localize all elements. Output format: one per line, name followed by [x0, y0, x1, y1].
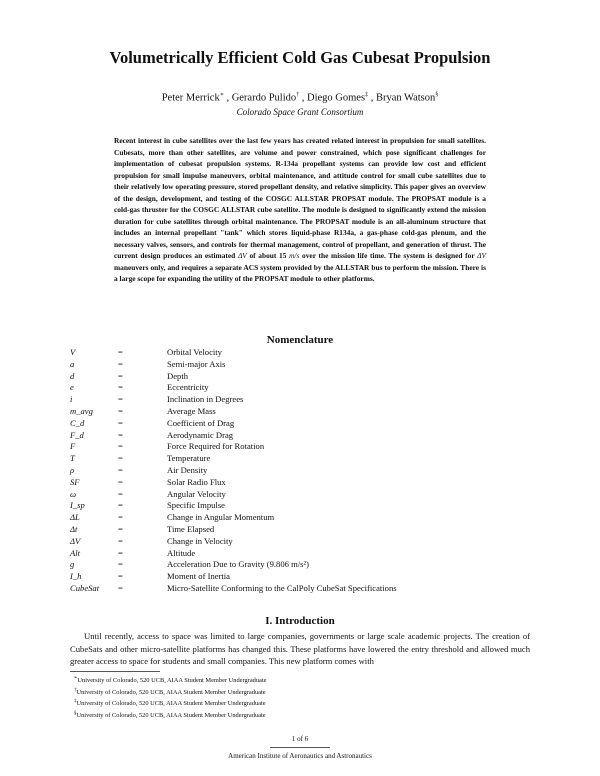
- nomenclature-definition: Micro-Satellite Conforming to the CalPoly CubeSat Specifications: [167, 582, 397, 593]
- nomenclature-row: [70, 489, 530, 501]
- nomenclature-equals: =: [118, 547, 123, 558]
- author-mark: ∗: [219, 92, 224, 98]
- nomenclature-definition: Aerodynamic Drag: [167, 429, 234, 440]
- nomenclature-equals: =: [118, 453, 123, 464]
- nomenclature-row: [70, 500, 530, 512]
- nomenclature-symbol: a: [70, 358, 75, 369]
- author-mark: ‡: [365, 92, 369, 98]
- nomenclature-equals: =: [118, 559, 123, 570]
- nomenclature-definition: Solar Radio Flux: [167, 476, 226, 487]
- nomenclature-equals: =: [118, 571, 123, 582]
- nomenclature-symbol: ω: [70, 488, 77, 499]
- footnote-rule: [70, 671, 160, 672]
- nomenclature-definition: Air Density: [167, 464, 208, 475]
- nomenclature-equals: =: [118, 535, 123, 546]
- footnote-mark: ∗: [74, 676, 78, 681]
- footnote-text: University of Colorado, 520 UCB, AIAA Student Member Undergraduate: [76, 712, 266, 720]
- nomenclature-row: [70, 559, 530, 571]
- author-mark: §: [435, 92, 439, 98]
- footnote-text: University of Colorado, 520 UCB, AIAA Student Member Undergraduate: [76, 688, 266, 696]
- footnote: [74, 697, 514, 709]
- nomenclature-definition: Angular Velocity: [167, 488, 226, 499]
- nomenclature-definition: Time Elapsed: [167, 523, 215, 534]
- nomenclature-definition: Coefficient of Drag: [167, 417, 235, 428]
- nomenclature-symbol: F: [70, 441, 76, 452]
- nomenclature-row: [70, 430, 530, 442]
- footnotes: [74, 674, 514, 721]
- nomenclature-row: [70, 359, 530, 371]
- abstract-math: ΔV: [237, 251, 247, 260]
- nomenclature-list: [70, 347, 530, 595]
- footnote-text: University of Colorado, 520 UCB, AIAA Student Member Undergraduate: [77, 677, 267, 685]
- nomenclature-equals: =: [118, 394, 123, 405]
- footnote-text: University of Colorado, 520 UCB, AIAA Student Member Undergraduate: [76, 700, 266, 708]
- nomenclature-symbol: ΔL: [70, 512, 80, 523]
- nomenclature-row: [70, 548, 530, 560]
- introduction-paragraph: Until recently, access to space was limited to large companies, governments or large scale academic projects. The creation of CubeSats and other micro-satellite platforms has changed this. These platforms have lowered the entry threshold and allowed much greater access to space for students and small companies. This new platform comes with: [70, 631, 530, 666]
- footnote: [74, 709, 514, 721]
- nomenclature-definition: Change in Angular Momentum: [167, 512, 275, 523]
- abstract-text: maneuvers only, and requires a separate ACS system provided by the ALLSTAR bus to perform the mission. There is a large scope for expanding the utility of the PROPSAT module to other platforms.: [114, 262, 486, 283]
- nomenclature-symbol: F_d: [70, 429, 84, 440]
- footnote-mark: ‡: [74, 699, 77, 705]
- nomenclature-row: [70, 453, 530, 465]
- nomenclature-symbol: I_h: [70, 571, 82, 582]
- abstract-text: over the mission life time. The system is designed for: [299, 251, 478, 260]
- author-list: Peter Merrick∗ , Gerardo Pulido† , Diego Gomes‡ , Bryan Watson§: [161, 92, 439, 104]
- nomenclature-symbol: I_sp: [70, 500, 85, 511]
- nomenclature-symbol: Alt: [70, 547, 81, 558]
- nomenclature-equals: =: [118, 405, 123, 416]
- footnote: [74, 686, 514, 698]
- nomenclature-symbol: m_avg: [70, 405, 93, 416]
- footnote: [74, 674, 514, 686]
- nomenclature-equals: =: [118, 370, 123, 381]
- footnote-mark: †: [74, 687, 77, 693]
- nomenclature-symbol: ρ: [70, 464, 75, 475]
- nomenclature-row: [70, 418, 530, 430]
- footer-rule: [270, 747, 330, 748]
- nomenclature-equals: =: [118, 476, 123, 487]
- nomenclature-equals: =: [118, 417, 123, 428]
- nomenclature-row: [70, 382, 530, 394]
- nomenclature-row: [70, 441, 530, 453]
- nomenclature-equals: =: [118, 347, 123, 357]
- nomenclature-equals: =: [118, 429, 123, 440]
- nomenclature-definition: Moment of Inertia: [167, 571, 231, 582]
- nomenclature-symbol: ΔV: [70, 535, 81, 546]
- nomenclature-row: [70, 583, 530, 595]
- nomenclature-definition: Altitude: [167, 547, 196, 558]
- nomenclature-equals: =: [118, 488, 123, 499]
- abstract-math: m/s: [289, 251, 300, 260]
- nomenclature-definition: Force Required for Rotation: [167, 441, 265, 452]
- nomenclature-definition: Inclination in Degrees: [167, 394, 244, 405]
- nomenclature-definition: Eccentricity: [167, 382, 209, 393]
- nomenclature-symbol: T: [70, 453, 75, 464]
- section-heading-introduction: I. Introduction: [265, 615, 335, 627]
- nomenclature-row: [70, 477, 530, 489]
- nomenclature-equals: =: [118, 441, 123, 452]
- nomenclature-symbol: V: [70, 347, 76, 357]
- nomenclature-definition: Temperature: [167, 453, 211, 464]
- abstract-text: Recent interest in cube satellites over the last few years has created related interest in propulsion for small satellites. Cubesats, more than other satellites, are volume and power constrained, which pose significant challenges for implementation of cubesat propulsion systems. R-134a propellant systems can provide low cost and efficient propulsion for small impulse maneuvers, orbital maintenance, and attitude control for small cube satellites due to their relatively low operating pressure, stored propellant density, and relative simplicity. This paper gives an overview of the design, development, and testing of the COSGC ALLSTAR PROPSAT module. The PROPSAT module is a cold-gas thruster for the COSGC ALLSTAR cube satellite. The module is designed to significantly extend the mission duration for cube satellites through orbital maintenance. The PROPSAT module is an all-aluminum structure that includes an internal propellant "tank" which stores liquid-phase R134a, a gas-phase cold-gas plenum, and the necessary valves, sensors, and controls for thermal management, control of propellant, and generation of thrust. The current design produces an estimated: [114, 136, 486, 260]
- nomenclature-symbol: g: [70, 559, 75, 570]
- nomenclature-definition: Specific Impulse: [167, 500, 225, 511]
- nomenclature-heading: Nomenclature: [266, 334, 334, 346]
- nomenclature-symbol: e: [70, 382, 74, 393]
- author-mark: †: [296, 92, 300, 98]
- nomenclature-symbol: d: [70, 370, 75, 381]
- nomenclature-row: [70, 347, 530, 359]
- author-name: Diego Gomes: [307, 92, 366, 104]
- publisher: American Institute of Aeronautics and Astronautics: [228, 752, 372, 760]
- nomenclature-row: [70, 406, 530, 418]
- nomenclature-row: [70, 512, 530, 524]
- nomenclature-row: [70, 524, 530, 536]
- author-name: Bryan Watson: [375, 92, 436, 104]
- nomenclature-symbol: CubeSat: [70, 582, 100, 593]
- abstract-math: ΔV: [477, 251, 487, 260]
- nomenclature-definition: Acceleration Due to Gravity (9.806 m/s²): [167, 559, 309, 570]
- abstract-text: of about 15: [246, 251, 290, 260]
- nomenclature-equals: =: [118, 358, 123, 369]
- footnote-mark: §: [74, 711, 77, 717]
- nomenclature-symbol: SF: [70, 476, 80, 487]
- nomenclature-equals: =: [118, 464, 123, 475]
- nomenclature-row: [70, 371, 530, 383]
- nomenclature-symbol: i: [70, 394, 73, 405]
- nomenclature-equals: =: [118, 582, 123, 593]
- nomenclature-symbol: C_d: [70, 417, 85, 428]
- author-name: Gerardo Pulido: [231, 92, 297, 104]
- nomenclature-definition: Change in Velocity: [167, 535, 233, 546]
- nomenclature-symbol: Δt: [70, 523, 78, 534]
- affiliation: Colorado Space Grant Consortium: [236, 107, 364, 117]
- page-number: 1 of 6: [291, 735, 309, 743]
- author-name: Peter Merrick: [161, 92, 220, 104]
- nomenclature-definition: Semi-major Axis: [167, 358, 226, 369]
- nomenclature-definition: Orbital Velocity: [167, 347, 222, 357]
- nomenclature-equals: =: [118, 523, 123, 534]
- nomenclature-row: [70, 571, 530, 583]
- nomenclature-definition: Depth: [167, 370, 189, 381]
- nomenclature-row: [70, 465, 530, 477]
- nomenclature-row: [70, 394, 530, 406]
- nomenclature-equals: =: [118, 382, 123, 393]
- nomenclature-equals: =: [118, 500, 123, 511]
- nomenclature-definition: Average Mass: [167, 405, 216, 416]
- nomenclature-equals: =: [118, 512, 123, 523]
- paper-title: Volumetrically Efficient Cold Gas Cubesat Propulsion: [109, 48, 491, 67]
- abstract: [114, 135, 486, 285]
- nomenclature-row: [70, 536, 530, 548]
